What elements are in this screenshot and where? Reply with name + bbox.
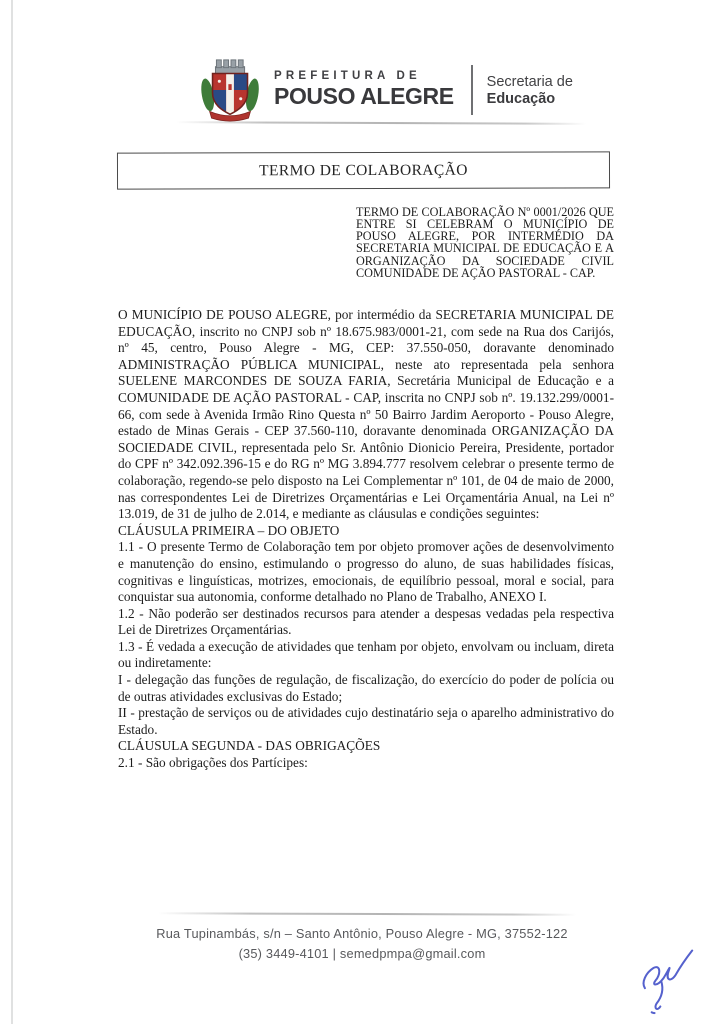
footer-rule (158, 912, 576, 915)
item-i-paragraph: I - delegação das funções de regulação, de fiscalização, do exercício do poder de polícia ou de outras atividades exclusivas do Estado; (118, 672, 614, 704)
header-divider (471, 65, 473, 115)
department-line-top: Secretaria de (486, 73, 573, 90)
clause-2-heading: CLÁUSULA SEGUNDA - DAS OBRIGAÇÕES (118, 738, 381, 754)
department-line-bottom: Educação (486, 90, 556, 107)
footer-address: Rua Tupinambás, s/n – Santo Antônio, Pouso Alegre - MG, 37552-122 (156, 926, 568, 941)
document-title: TERMO DE COLABORAÇÃO (259, 161, 468, 179)
pouso-alegre-coat-of-arms-icon (197, 56, 265, 124)
document-body (118, 307, 614, 772)
clause-1-2-paragraph: 1.2 - Não poderão ser destinados recursos para atender a despesas vedadas pela respectiva Lei de Diretrizes Orçamentárias. (118, 605, 614, 638)
footer (0, 924, 724, 964)
epigraph-paragraph: TERMO DE COLABORAÇÃO Nº 0001/2026 QUE ENTRE SI CELEBRAM O MUNICÍPIO DE POUSO ALEGRE, POR INTERMÉDIO DA SECRETARIA MUNICIPAL DE EDUCAÇÃO E A ORGANIZAÇÃO DA SOCIEDADE CIVIL COMUNIDADE DE AÇÃO PASTORAL - CAP. (356, 205, 614, 280)
clause-2-1-paragraph: 2.1 - São obrigações dos Partícipes: (118, 755, 308, 771)
brand-line-bottom: POUSO ALEGRE (274, 83, 454, 109)
clause-1-1-paragraph: 1.1 - O presente Termo de Colaboração tem por objeto promover ações de desenvolvimento e manutenção do ensino, estimulando o progresso do aluno, de suas habilidades físicas, cognitivas e linguísticas, motrizes, emocionais, de equilíbrio pessoal, moral e social, para conquistar sua autonomia, conforme detalhado no Plano de Trabalho, ANEXO I. (118, 539, 614, 605)
brand-line-top: PREFEITURA DE (274, 70, 421, 82)
letterhead (197, 56, 573, 124)
handwritten-initials-signature (630, 938, 710, 1020)
clause-1-3-paragraph: 1.3 - É vedada a execução de atividades que tenham por objeto, envolvam ou incluam, direta ou indiretamente: (118, 638, 614, 671)
preamble-paragraph: O MUNICÍPIO DE POUSO ALEGRE, por intermédio da SECRETARIA MUNICIPAL DE EDUCAÇÃO, inscrito no CNPJ sob nº 18.675.983/0001-21, com sede na Rua dos Carijós, nº 45, centro, Pouso Alegre - MG, CEP: 37.550-050, doravante denominado ADMINISTRAÇÃO PÚBLICA MUNICIPAL, neste ato representada pela senhora SUELENE MARCONDES DE SOUZA FARIA, Secretária Municipal de Educação e a COMUNIDADE DE AÇÃO PASTORAL - CAP, inscrita no CNPJ sob nº. 19.132.299/0001-66, com sede à Avenida Irmão Rino Questa nº 50 Bairro Jardim Aeroporto - Pouso Alegre, estado de Minas Gerais - CEP 37.560-110, doravante denominada ORGANIZAÇÃO DA SOCIEDADE CIVIL, representada pelo Sr. Antônio Dionicio Pereira, Presidente, portador do CPF nº 342.092.396-15 e do RG nº MG 3.894.777 resolvem celebrar o presente termo de colaboração, regendo-se pelo disposto na Lei Complementar nº 101, de 04 de maio de 2000, nas correspondentes Lei de Diretrizes Orçamentárias e Lei Orçamentária Anual, na Lei nº 13.019, de 31 de julho de 2.014, e mediante as cláusulas e condições seguintes: (118, 307, 614, 522)
item-ii-paragraph: II - prestação de serviços ou de atividades cujo destinatário seja o aparelho administrativo do Estado. (118, 705, 614, 737)
prefeitura-wordmark (274, 70, 454, 110)
department-label (487, 74, 573, 107)
scan-edge-artifact (11, 0, 13, 1024)
document-title-box (117, 151, 610, 189)
clause-1-heading: CLÁUSULA PRIMEIRA – DO OBJETO (118, 522, 340, 538)
footer-contact: (35) 3449-4101 | semedpmpa@gmail.com (238, 946, 486, 961)
